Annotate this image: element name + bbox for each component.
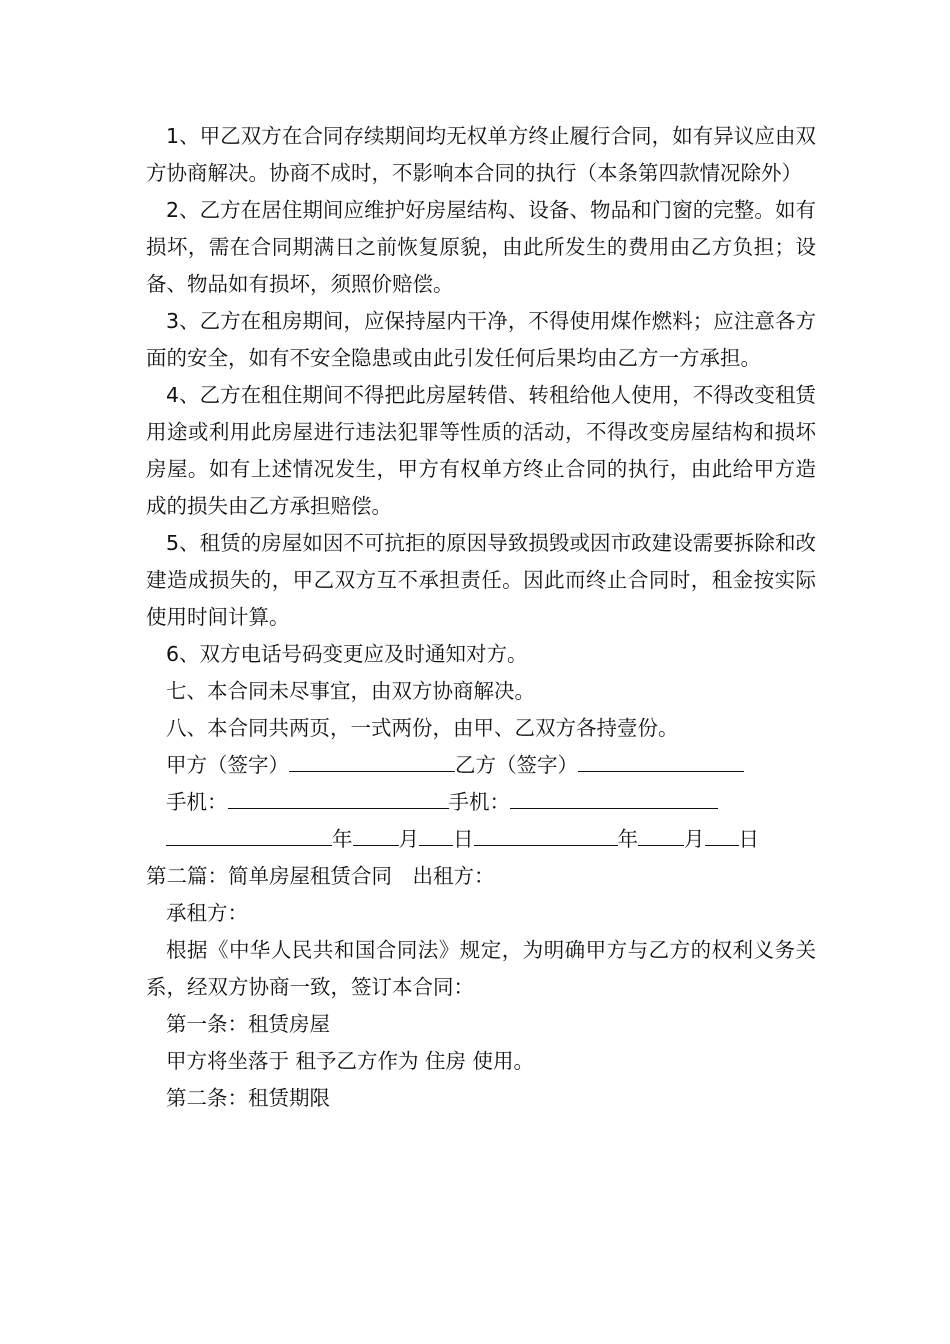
clause-1: 1、甲乙双方在合同存续期间均无权单方终止履行合同，如有异议应由双方协商解决。协商不成时，不影响本合同的执行（本条第四款情况除外） <box>146 124 816 185</box>
party-b-phone-blank <box>510 786 718 809</box>
section-2-heading: 第二篇：简单房屋租赁合同 出租方： <box>146 864 495 888</box>
clause-5: 5、租赁的房屋如因不可抗拒的原因导致损毁或因市政建设需要拆除和改建造成损失的，甲乙双方互不承担责任。因此而终止合同时，租金按实际使用时间计算。 <box>146 531 816 629</box>
clause-2: 2、乙方在居住期间应维护好房屋结构、设备、物品和门窗的完整。如有损坏，需在合同期满日之前恢复原貌，由此所发生的费用由乙方负担；设备、物品如有损坏，须照价赔偿。 <box>146 198 816 296</box>
party-b-date-blank <box>474 823 618 846</box>
party-b-signature-label: 乙方（签字） <box>455 753 578 777</box>
party-a-phone-blank <box>228 786 449 809</box>
party-b-month-label: 月 <box>684 827 705 851</box>
party-a-month-blank <box>419 823 453 846</box>
party-a-phone-label: 手机： <box>166 790 228 814</box>
contract-body <box>146 118 816 1117</box>
party-a-year-label: 年 <box>332 827 353 851</box>
party-a-signature-label: 甲方（签字） <box>166 753 289 777</box>
date-line <box>146 821 816 858</box>
party-b-day-label: 日 <box>738 827 759 851</box>
article-1-title: 第一条：租赁房屋 <box>166 1012 330 1036</box>
party-a-year-blank <box>353 823 399 846</box>
party-b-signature-blank <box>578 749 744 772</box>
clause-eight: 八、本合同共两页，一式两份，由甲、乙双方各持壹份。 <box>166 716 679 740</box>
party-a-signature-blank <box>289 749 455 772</box>
signature-line <box>146 747 816 784</box>
party-b-year-label: 年 <box>617 827 638 851</box>
clause-seven: 七、本合同未尽事宜，由双方协商解决。 <box>166 679 535 703</box>
party-b-phone-label: 手机： <box>448 790 510 814</box>
party-b-month-blank <box>705 823 739 846</box>
article-2-title: 第二条：租赁期限 <box>166 1086 330 1110</box>
clause-6: 6、双方电话号码变更应及时通知对方。 <box>166 642 528 666</box>
clause-4: 4、乙方在租住期间不得把此房屋转借、转租给他人使用，不得改变租赁用途或利用此房屋进行违法犯罪等性质的活动，不得改变房屋结构和损坏房屋。如有上述情况发生，甲方有权单方终止合同的执行，由此给甲方造成的损失由乙方承担赔偿。 <box>146 383 816 518</box>
party-a-month-label: 月 <box>398 827 419 851</box>
party-b-year-blank <box>638 823 684 846</box>
article-1-text: 甲方将坐落于 租予乙方作为 住房 使用。 <box>166 1049 535 1073</box>
party-a-day-label: 日 <box>453 827 474 851</box>
lessee-label: 承租方： <box>166 901 248 925</box>
section-2-intro: 根据《中华人民共和国合同法》规定，为明确甲方与乙方的权利义务关系，经双方协商一致，签订本合同： <box>146 938 816 999</box>
clause-3: 3、乙方在租房期间，应保持屋内干净，不得使用煤作燃料；应注意各方面的安全，如有不安全隐患或由此引发任何后果均由乙方一方承担。 <box>146 309 816 370</box>
phone-line <box>146 784 816 821</box>
party-a-date-blank <box>166 823 332 846</box>
